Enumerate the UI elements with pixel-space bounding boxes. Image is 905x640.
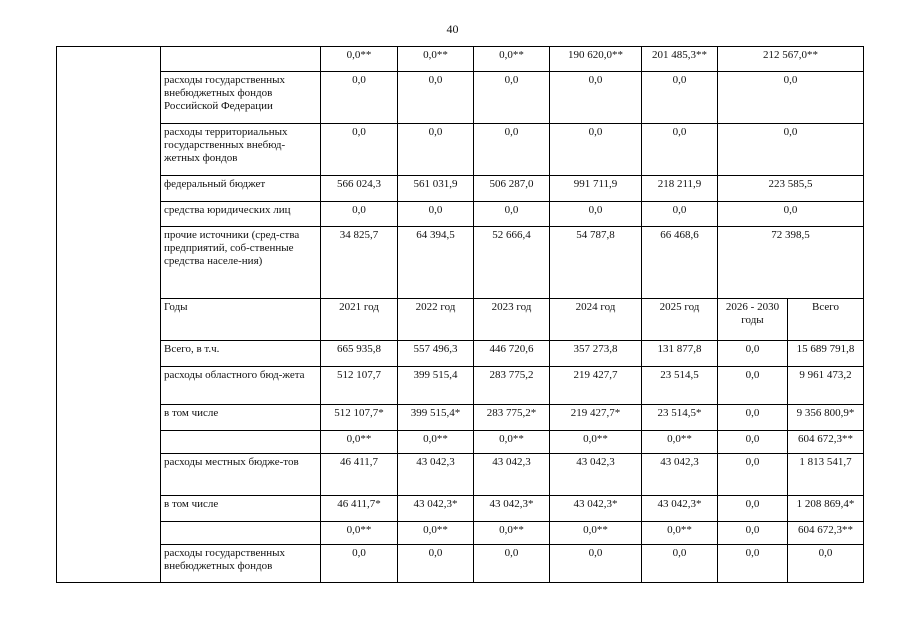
table-row: [57, 202, 864, 227]
table-cell: 64 394,5: [398, 227, 474, 299]
table-cell: 0,0: [718, 454, 788, 496]
table-cell: 0,0**: [550, 431, 642, 454]
year-header-cell: 2022 год: [398, 299, 474, 341]
row-label: в том числе: [161, 496, 321, 522]
budget-table: [56, 46, 864, 583]
table-cell: 0,0: [321, 124, 398, 176]
years-header-row: [57, 299, 864, 341]
table-cell: 0,0: [718, 545, 788, 583]
table-row: [57, 176, 864, 202]
table-cell: 399 515,4: [398, 367, 474, 405]
table-cell: 0,0: [474, 124, 550, 176]
table-cell: 131 877,8: [642, 341, 718, 367]
table-cell: 283 775,2*: [474, 405, 550, 431]
table-cell: 1 813 541,7: [788, 454, 864, 496]
row-label: расходы областного бюд-жета: [161, 367, 321, 405]
row-label: прочие источники (сред-ства предприятий, соб-ственные средства населе-ния): [161, 227, 321, 299]
table-cell: 218 211,9: [642, 176, 718, 202]
table-cell: 0,0: [321, 202, 398, 227]
table-row: [57, 454, 864, 496]
table-cell: 0,0**: [321, 431, 398, 454]
years-label: Годы: [161, 299, 321, 341]
row-label: Всего, в т.ч.: [161, 341, 321, 367]
table-cell: 43 042,3*: [550, 496, 642, 522]
row-label: [161, 522, 321, 545]
table-cell: 0,0: [718, 405, 788, 431]
table-cell: 23 514,5: [642, 367, 718, 405]
table-cell: 43 042,3*: [398, 496, 474, 522]
empty-left-column: [57, 47, 161, 583]
year-header-cell: Всего: [788, 299, 864, 341]
table-cell: 0,0: [321, 545, 398, 583]
table-cell: 0,0**: [321, 47, 398, 72]
table-cell: 561 031,9: [398, 176, 474, 202]
table-cell: 0,0: [398, 124, 474, 176]
table-cell: 34 825,7: [321, 227, 398, 299]
table-cell: 512 107,7: [321, 367, 398, 405]
row-label: [161, 47, 321, 72]
table-cell: 219 427,7: [550, 367, 642, 405]
table-cell: 72 398,5: [718, 227, 864, 299]
table-cell: 512 107,7*: [321, 405, 398, 431]
table-cell: 0,0**: [398, 431, 474, 454]
table-cell: 0,0: [398, 202, 474, 227]
table-cell: 0,0**: [398, 47, 474, 72]
table-cell: 0,0**: [398, 522, 474, 545]
row-label: расходы местных бюдже-тов: [161, 454, 321, 496]
table-cell: 43 042,3*: [642, 496, 718, 522]
table-cell: 52 666,4: [474, 227, 550, 299]
table-cell: 557 496,3: [398, 341, 474, 367]
table-cell: 15 689 791,8: [788, 341, 864, 367]
table-cell: 190 620,0**: [550, 47, 642, 72]
table-cell: 566 024,3: [321, 176, 398, 202]
table-cell: 0,0: [642, 202, 718, 227]
table-cell: 219 427,7*: [550, 405, 642, 431]
table-cell: 0,0: [718, 341, 788, 367]
table-cell: 0,0: [788, 545, 864, 583]
table-row: [57, 47, 864, 72]
table-cell: 0,0**: [321, 522, 398, 545]
table-cell: 0,0: [398, 545, 474, 583]
row-label: средства юридических лиц: [161, 202, 321, 227]
table-cell: 0,0: [550, 545, 642, 583]
table-cell: 604 672,3**: [788, 522, 864, 545]
row-label: расходы государственных внебюджетных фондов Российской Федерации: [161, 72, 321, 124]
table-row: [57, 405, 864, 431]
table-cell: 0,0: [718, 202, 864, 227]
table-cell: 991 711,9: [550, 176, 642, 202]
table-cell: 9 356 800,9*: [788, 405, 864, 431]
table-cell: 283 775,2: [474, 367, 550, 405]
table-row: [57, 124, 864, 176]
table-cell: 0,0: [550, 124, 642, 176]
table-cell: 0,0: [718, 72, 864, 124]
table-cell: 23 514,5*: [642, 405, 718, 431]
row-label: расходы территориальных государственных внебюд-жетных фондов: [161, 124, 321, 176]
table-cell: 604 672,3**: [788, 431, 864, 454]
table-row: [57, 496, 864, 522]
row-label: расходы государственных внебюджетных фондов: [161, 545, 321, 583]
table-cell: 9 961 473,2: [788, 367, 864, 405]
table-cell: 43 042,3: [642, 454, 718, 496]
table-cell: 0,0: [642, 72, 718, 124]
table-row: [57, 522, 864, 545]
table-cell: 446 720,6: [474, 341, 550, 367]
row-label: федеральный бюджет: [161, 176, 321, 202]
table-cell: 0,0: [550, 202, 642, 227]
table-cell: 0,0: [398, 72, 474, 124]
table-cell: 506 287,0: [474, 176, 550, 202]
table-cell: 212 567,0**: [718, 47, 864, 72]
year-header-cell: 2021 год: [321, 299, 398, 341]
table-cell: 43 042,3: [474, 454, 550, 496]
table-cell: 357 273,8: [550, 341, 642, 367]
table-row: [57, 341, 864, 367]
table-cell: 665 935,8: [321, 341, 398, 367]
table-cell: 0,0: [550, 72, 642, 124]
table-cell: 1 208 869,4*: [788, 496, 864, 522]
table-cell: 54 787,8: [550, 227, 642, 299]
table-row: [57, 431, 864, 454]
table-cell: 66 468,6: [642, 227, 718, 299]
year-header-cell: 2024 год: [550, 299, 642, 341]
table-cell: 43 042,3: [550, 454, 642, 496]
year-header-cell: 2026 - 2030 годы: [718, 299, 788, 341]
table-cell: 0,0: [718, 522, 788, 545]
table-cell: 0,0: [642, 545, 718, 583]
row-label: в том числе: [161, 405, 321, 431]
table-cell: 43 042,3*: [474, 496, 550, 522]
year-header-cell: 2023 год: [474, 299, 550, 341]
row-label: [161, 431, 321, 454]
table-cell: 399 515,4*: [398, 405, 474, 431]
table-cell: 223 585,5: [718, 176, 864, 202]
table-cell: 0,0**: [642, 431, 718, 454]
table-cell: 0,0: [321, 72, 398, 124]
table-cell: 46 411,7*: [321, 496, 398, 522]
table-cell: 46 411,7: [321, 454, 398, 496]
table-cell: 0,0**: [474, 522, 550, 545]
table-cell: 0,0**: [474, 431, 550, 454]
table-cell: 0,0: [718, 367, 788, 405]
table-cell: 201 485,3**: [642, 47, 718, 72]
table-row: [57, 227, 864, 299]
table-cell: 0,0: [718, 124, 864, 176]
page-number: 40: [446, 22, 459, 36]
table-row: [57, 72, 864, 124]
year-header-cell: 2025 год: [642, 299, 718, 341]
table-cell: 0,0: [474, 545, 550, 583]
table-cell: 0,0: [474, 202, 550, 227]
table-cell: 0,0**: [474, 47, 550, 72]
table-row: [57, 367, 864, 405]
table-cell: 0,0**: [642, 522, 718, 545]
table-cell: 0,0**: [550, 522, 642, 545]
table-cell: 0,0: [718, 431, 788, 454]
table-cell: 0,0: [718, 496, 788, 522]
table-row: [57, 545, 864, 583]
table-cell: 0,0: [642, 124, 718, 176]
table-cell: 43 042,3: [398, 454, 474, 496]
table-cell: 0,0: [474, 72, 550, 124]
